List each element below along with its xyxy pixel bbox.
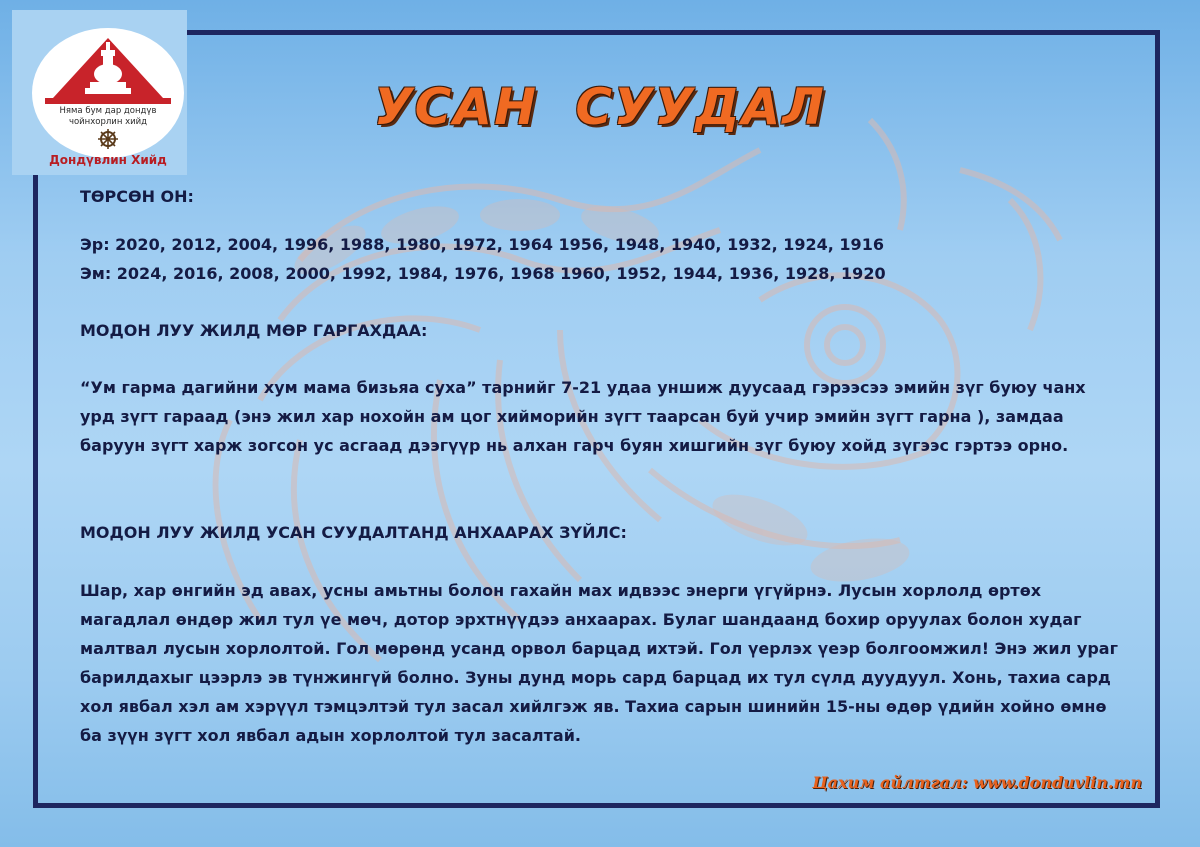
logo-monastery-name: Дондүвлин Хийд bbox=[49, 153, 167, 167]
dharma-wheel-icon bbox=[98, 129, 118, 149]
section2-heading: МОДОН ЛУУ ЖИЛД УСАН СУУДАЛТАНД АНХААРАХ ЗҮЙЛС: bbox=[80, 523, 627, 542]
page-title: УСАН СУУДАЛ bbox=[374, 78, 826, 136]
website-footer: Цахим айлтгал: www.donduvlin.mn bbox=[812, 773, 1142, 792]
section1-text: “Ум гарма дагийни хум мама бизьяа суха” тарнийг 7-21 удаа уншиж дуусаад гэрээсээ эмийн зүг буюу чанх урд зүгт гараад (энэ жил хар нохойн ам цог хийморийн зүгт таарсан буй учир эмийн зүгт гарна ), замдаа баруун зүгт харж зогсон ус асгаад дээгүүр нь алхан гарч буян хишгийн зүг буюу хойд зүгээс гэртээ орно. bbox=[80, 378, 1086, 455]
section1-heading: МОДОН ЛУУ ЖИЛД МӨР ГАРГАХДАА: bbox=[80, 321, 428, 340]
logo-text-line2: чойнхорлин хийд bbox=[68, 117, 148, 127]
stupa-icon bbox=[45, 36, 171, 104]
logo bbox=[12, 10, 187, 175]
logo-text-line1: Няма бум дар дондүв bbox=[59, 106, 157, 116]
male-years: Эр: 2020, 2012, 2004, 1996, 1988, 1980, 1972, 1964 1956, 1948, 1940, 1932, 1924, 1916 bbox=[80, 235, 884, 254]
birth-years-heading: ТӨРСӨН ОН: bbox=[80, 187, 194, 206]
section2-text: Шар, хар өнгийн эд авах, усны амьтны болон гахайн мах идвээс энерги үгүйрнэ. Лусын хорлолд өртөх магадлал өндөр жил тул үе мөч, дотор эрхтнүүдээ анхаарах. Булаг шандаанд бохир оруулах болон худаг малтвал лусын хорлолтой. Гол мөрөнд усанд орвол барцад ихтэй. Гол үерлэх үеэр болгоомжил! Энэ жил ураг барилдахыг цээрлэ эв түнжингүй болно. Зуны дунд морь сард барцад их тул сүлд дуудуул. Хонь, тахиа сард хол явбал хэл ам хэрүүл тэмцэлтэй тул засал хийлгэж яв. Тахиа сарын шинийн 15-ны өдөр үдийн хойно өмнө ба зүүн зүгт хол явбал адын хорлолтой тул засалтай. bbox=[80, 581, 1118, 745]
female-years: Эм: 2024, 2016, 2008, 2000, 1992, 1984, 1976, 1968 1960, 1952, 1944, 1936, 1928, 1920 bbox=[80, 264, 886, 283]
